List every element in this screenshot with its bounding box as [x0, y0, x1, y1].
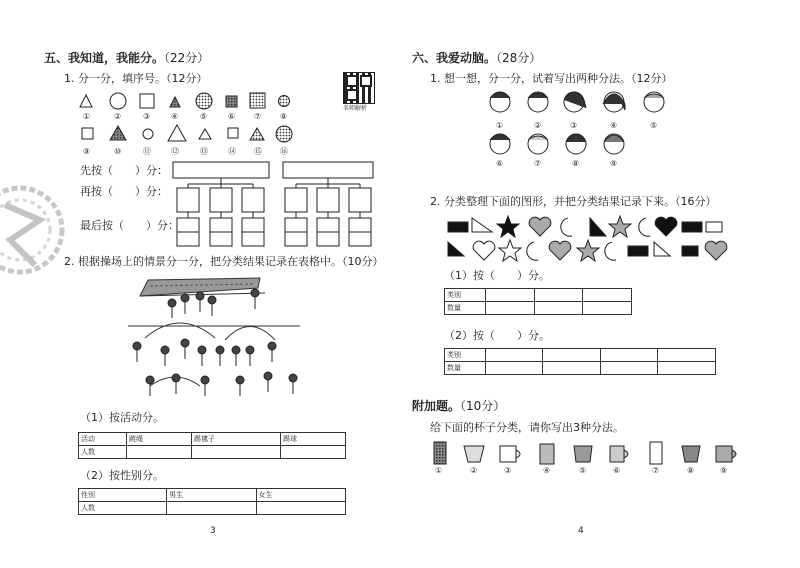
- fig-heart-5: [705, 241, 727, 260]
- gender-header-1: 男生: [167, 489, 256, 502]
- face-label-9: ⑨: [610, 159, 618, 168]
- tree-box-top-right: [283, 162, 373, 178]
- cups-illustration: [400, 436, 800, 476]
- section6-title: 六、我爱动脑。（28分）: [412, 51, 542, 65]
- cup-label-5: ⑤: [579, 466, 587, 475]
- activity-cell-1[interactable]: [127, 446, 192, 459]
- cup-label-7: ⑦: [652, 466, 660, 475]
- part2-table: [444, 348, 716, 375]
- part2-cell-2[interactable]: [543, 349, 601, 362]
- cup-8: [682, 446, 700, 462]
- activity-header-1: 跳绳: [127, 433, 192, 446]
- shape-7-square: [250, 93, 265, 108]
- bonus-prompt: 给下面的杯子分类，请你写出3种分法。: [430, 421, 624, 434]
- fig-heart-1: [529, 217, 551, 236]
- fig-star-3: [499, 240, 521, 261]
- gender-cell-1[interactable]: [167, 502, 256, 515]
- cup-5: [574, 446, 592, 462]
- shape-label-8: ⑧: [280, 112, 288, 121]
- part2-row1-label: 类别: [445, 349, 486, 362]
- right-page: [400, 0, 800, 568]
- cup-9: [716, 446, 736, 462]
- cup-label-6: ⑥: [613, 466, 621, 475]
- fig-moon-2: [639, 218, 650, 236]
- fig-star-1: [497, 216, 519, 237]
- activity-header-3: 踢球: [280, 433, 345, 446]
- cup-1: [434, 442, 446, 464]
- part2-cell-3[interactable]: [600, 349, 658, 362]
- fig-rect-2: [682, 222, 702, 232]
- fig-tri-4: [654, 242, 670, 256]
- face-label-6: ⑥: [496, 159, 504, 168]
- gender-table: [78, 488, 346, 515]
- shape-15-triangle: [250, 128, 264, 140]
- fig-tri-3: [448, 242, 464, 256]
- fig-moon-1: [561, 218, 572, 236]
- page-number-left: 3: [210, 526, 216, 536]
- fig-moon-3: [527, 242, 538, 260]
- cup-4: [540, 444, 554, 464]
- cup-7: [650, 442, 662, 464]
- part2-cell-4[interactable]: [658, 349, 716, 362]
- activity-table: [78, 432, 346, 459]
- face-label-1: ①: [496, 121, 504, 130]
- part2-cell-1[interactable]: [485, 349, 543, 362]
- cup-3: [500, 446, 520, 462]
- shape-3-square: [140, 94, 154, 108]
- fig-tri-1: [472, 218, 492, 232]
- cup-label-8: ⑧: [687, 466, 695, 475]
- part1-cell-6[interactable]: [583, 302, 632, 315]
- by-gender-label: （2）按性别分。: [80, 469, 164, 482]
- shape-10-triangle: [110, 126, 126, 140]
- shape-16-circle: [276, 126, 292, 142]
- shape-label-13: ⑬: [200, 147, 208, 156]
- last-by-label: 最后按（ ）分：: [80, 219, 179, 232]
- part1-row2-label: 数量: [445, 302, 486, 315]
- fig-tri-2: [590, 218, 606, 236]
- part1-cell-5[interactable]: [534, 302, 583, 315]
- shape-label-7: ⑦: [254, 112, 262, 121]
- shape-label-16: ⑯: [280, 147, 288, 156]
- fig-rect-5: [682, 246, 698, 256]
- part2-cell-5[interactable]: [485, 362, 543, 375]
- face-label-7: ⑦: [534, 159, 542, 168]
- shape-11-circle: [143, 129, 153, 139]
- shape-14-square: [228, 128, 238, 138]
- part2-row2-label: 数量: [445, 362, 486, 375]
- part1-label: （1）按（ ）分。: [444, 269, 550, 282]
- figure-shapes: [400, 210, 800, 270]
- gender-header-0: 性别: [79, 489, 167, 502]
- part2-label: （2）按（ ）分。: [444, 329, 550, 342]
- cup-label-3: ③: [504, 466, 512, 475]
- activity-cell-3[interactable]: [280, 446, 345, 459]
- cup-6: [610, 446, 628, 462]
- shape-label-6: ⑥: [228, 112, 236, 121]
- then-by-label: 再按（ ）分：: [80, 185, 168, 198]
- gender-header-2: 女生: [256, 489, 345, 502]
- qr-caption: 名师解析: [343, 105, 368, 112]
- shape-5-circle: [196, 93, 212, 109]
- shape-13-triangle: [199, 129, 211, 139]
- shape-label-14: ⑭: [228, 147, 236, 156]
- right-q1-title: 1. 想一想，分一分，试着写出两种分法。（12分）: [430, 72, 673, 85]
- shape-12-triangle: [168, 125, 186, 141]
- fig-star-4: [577, 240, 599, 261]
- part1-table: [444, 288, 632, 315]
- bonus-title: 附加题。（10分）: [412, 399, 506, 413]
- part2-cell-7[interactable]: [600, 362, 658, 375]
- playground-illustration: [0, 268, 400, 418]
- shape-9-square: [82, 128, 93, 139]
- by-activity-label: （1）按活动分。: [80, 411, 164, 424]
- part1-cell-2[interactable]: [534, 289, 583, 302]
- cup-2: [464, 446, 484, 462]
- fig-rect-1: [448, 222, 468, 232]
- tree-box-top-left: [173, 162, 269, 178]
- fig-heart-3: [473, 241, 495, 260]
- activity-header-2: 踢毽子: [192, 433, 281, 446]
- right-q2-title: 2. 分类整理下面的图形，并把分类结果记录下来。（16分）: [430, 195, 717, 208]
- shape-8-circle: [279, 96, 290, 107]
- shape-label-1: ①: [83, 112, 91, 121]
- shape-label-3: ③: [143, 112, 151, 121]
- part1-row1-label: 类别: [445, 289, 486, 302]
- part1-cell-3[interactable]: [583, 289, 632, 302]
- activity-cell-2[interactable]: [192, 446, 281, 459]
- cup-label-4: ④: [543, 466, 551, 475]
- cup-label-1: ①: [435, 466, 443, 475]
- q1-title: 1. 分一分，填序号。（12分）: [64, 72, 208, 85]
- cup-label-9: ⑨: [720, 466, 728, 475]
- shape-1-triangle: [80, 95, 92, 107]
- q2-title: 2. 根据操场上的情景分一分，把分类结果记录在表格中。（10分）: [64, 255, 384, 268]
- shape-label-15: ⑮: [254, 147, 262, 156]
- shape-label-4: ④: [171, 112, 179, 121]
- faces-illustration: [400, 84, 800, 174]
- part2-cell-8[interactable]: [658, 362, 716, 375]
- part1-cell-1[interactable]: [486, 289, 535, 302]
- part2-cell-6[interactable]: [543, 362, 601, 375]
- shape-2-circle: [110, 93, 126, 109]
- face-label-3: ③: [570, 121, 578, 130]
- shape-6-square: [226, 96, 237, 107]
- cup-label-2: ②: [470, 466, 478, 475]
- shape-label-9: ⑨: [83, 147, 91, 156]
- part1-cell-4[interactable]: [486, 302, 535, 315]
- first-by-label: 先按（ ）分：: [80, 164, 168, 177]
- section5-title: 五、我知道，我能分。（22分）: [44, 51, 210, 65]
- fig-rect-3: [706, 222, 722, 232]
- shape-label-5: ⑤: [200, 112, 208, 121]
- shape-label-2: ②: [114, 112, 122, 121]
- gender-row-label: 人数: [79, 502, 167, 515]
- face-label-5: ⑤: [650, 121, 658, 130]
- classification-tree: [0, 158, 400, 258]
- face-label-4: ④: [610, 121, 618, 130]
- face-label-8: ⑧: [572, 159, 580, 168]
- fig-moon-4: [605, 242, 616, 260]
- fig-star-2: [609, 216, 631, 237]
- fig-rect-4: [628, 246, 648, 256]
- fig-heart-2: [655, 217, 677, 236]
- activity-row-label: 人数: [79, 446, 127, 459]
- face-label-2: ②: [534, 121, 542, 130]
- gender-cell-2[interactable]: [256, 502, 345, 515]
- shape-label-10: ⑩: [114, 147, 122, 156]
- shape-label-12: ⑫: [171, 147, 179, 156]
- shape-label-11: ⑪: [143, 147, 151, 156]
- shape-4-triangle: [170, 97, 180, 107]
- page-number-right: 4: [578, 526, 584, 536]
- fig-heart-4: [549, 241, 571, 260]
- activity-header-0: 活动: [79, 433, 127, 446]
